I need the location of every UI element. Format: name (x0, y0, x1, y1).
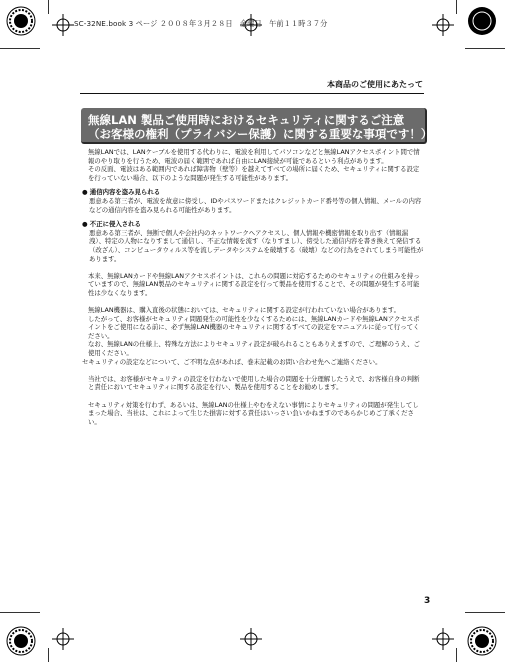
trim-mark (48, 648, 49, 662)
notice-body (82, 148, 424, 426)
paragraph: なお、無線LANの仕様上、特殊な方法によりセキュリティ設定が破られることもありえますので、ご理解のうえ、ご使用ください。 (88, 340, 421, 358)
paragraph: 本来、無線LANカードや無線LANアクセスポイントは、これらの問題に対応するためのセキュリティの仕組みを持っていますので、無線LAN製品のセキュリティに関する設定を行って製品を使用することで、その問題が発生する可能性は少なくなります。 (88, 271, 420, 297)
registration-rosette-icon (6, 626, 36, 656)
trim-mark (0, 612, 40, 613)
paragraph: セキュリティの設定などについて、ご不明な点があれば、巻末記載のお問い合わせ先へご連絡ください。 (82, 357, 382, 366)
crosshair-icon (52, 14, 74, 36)
paragraph: 当社では、お客様がセキュリティの設定を行わないで使用した場合の問題を十分理解したうえで、お客様自身の判断と責任においてセキュリティに関する設定を行い、製品を使用することをお勧めします。 (88, 374, 420, 392)
section-title: 本商品のご使用にあたって (327, 80, 423, 89)
crosshair-icon (432, 14, 454, 36)
paragraph: 無線LAN機器は、購入直後の状態においては、セキュリティに関する設定が行われていない場合があります。 (88, 306, 401, 315)
registration-rosette-icon (467, 626, 497, 656)
registration-rosette-icon (6, 6, 36, 36)
bullet-text: 悪意ある第三者が、無断で個人や会社内のネットワークへアクセスし、個人情報や機密情報を取り出す（情報漏洩）、特定の人物になりすまして通信し、不正な情報を流す（なりすまし）、傍受した通信内容を書き換えて発信する（改ざん）、コンピュータウィルス等を流しデータやシステムを破壊する（破壊）などの行為をされてしまう可能性があります。 (89, 228, 424, 263)
print-slug: SC-32NE.book 3 ページ ２００８年３月２８日 金曜日 午前１１時３７分 (74, 19, 328, 28)
trim-mark (0, 48, 40, 49)
warning-title-box (81, 108, 433, 144)
bullet-text: 悪意ある第三者が、電波を故意に傍受し、IDやパスワードまたはクレジットカード番号等の個人情報、メールの内容などの通信内容を盗み見られる可能性があります。 (89, 196, 422, 214)
paragraph: 無線LANでは、LANケーブルを使用する代わりに、電波を利用してパソコンなどと無線LANアクセスポイント間で情報のやり取りを行うため、電波の届く範囲であれば自由にLAN接続が可能であるという利点があります。 (88, 148, 420, 165)
registration-rosette-icon (467, 6, 497, 36)
trim-mark (48, 0, 49, 14)
trim-mark (465, 48, 505, 49)
paragraph: その反面、電波はある範囲内であれば障害物（壁等）を越えてすべての場所に届くため、セキュリティに関する設定を行っていない場合、以下のような問題が発生する可能性があります。 (88, 165, 420, 182)
trim-mark (456, 648, 457, 662)
trim-mark (465, 612, 505, 613)
page-number: 3 (424, 596, 431, 606)
paragraph: したがって、お客様がセキュリティ問題発生の可能性を少なくするためには、無線LANカードや無線LANアクセスポイントをご使用になる前に、必ず無線LAN機器のセキュリティに関するすべての設定をマニュアルに従って行ってください。 (88, 314, 420, 340)
crosshair-icon (240, 628, 262, 650)
warning-title-line2: （お客様の権利（プライバシー保護）に関する重要な事項です！） (88, 127, 433, 141)
paragraph: セキュリティ対策を行わず、あるいは、無線LANの仕様上やむをえない事情によりセキュリティの問題が発生してしまった場合、当社は、これによって生じた損害に対する責任はいっさい負いかねますのであらかじめご了承ください。 (88, 400, 419, 426)
bullet-heading: ● 通信内容を盗み見られる (82, 188, 161, 197)
trim-mark (456, 0, 457, 14)
crosshair-icon (432, 628, 454, 650)
crosshair-icon (52, 628, 74, 650)
bullet-heading: ● 不正に侵入される (82, 220, 141, 229)
header-rule (80, 93, 424, 94)
warning-title-line1: 無線LAN 製品ご使用時におけるセキュリティに関するご注意 (88, 113, 405, 127)
